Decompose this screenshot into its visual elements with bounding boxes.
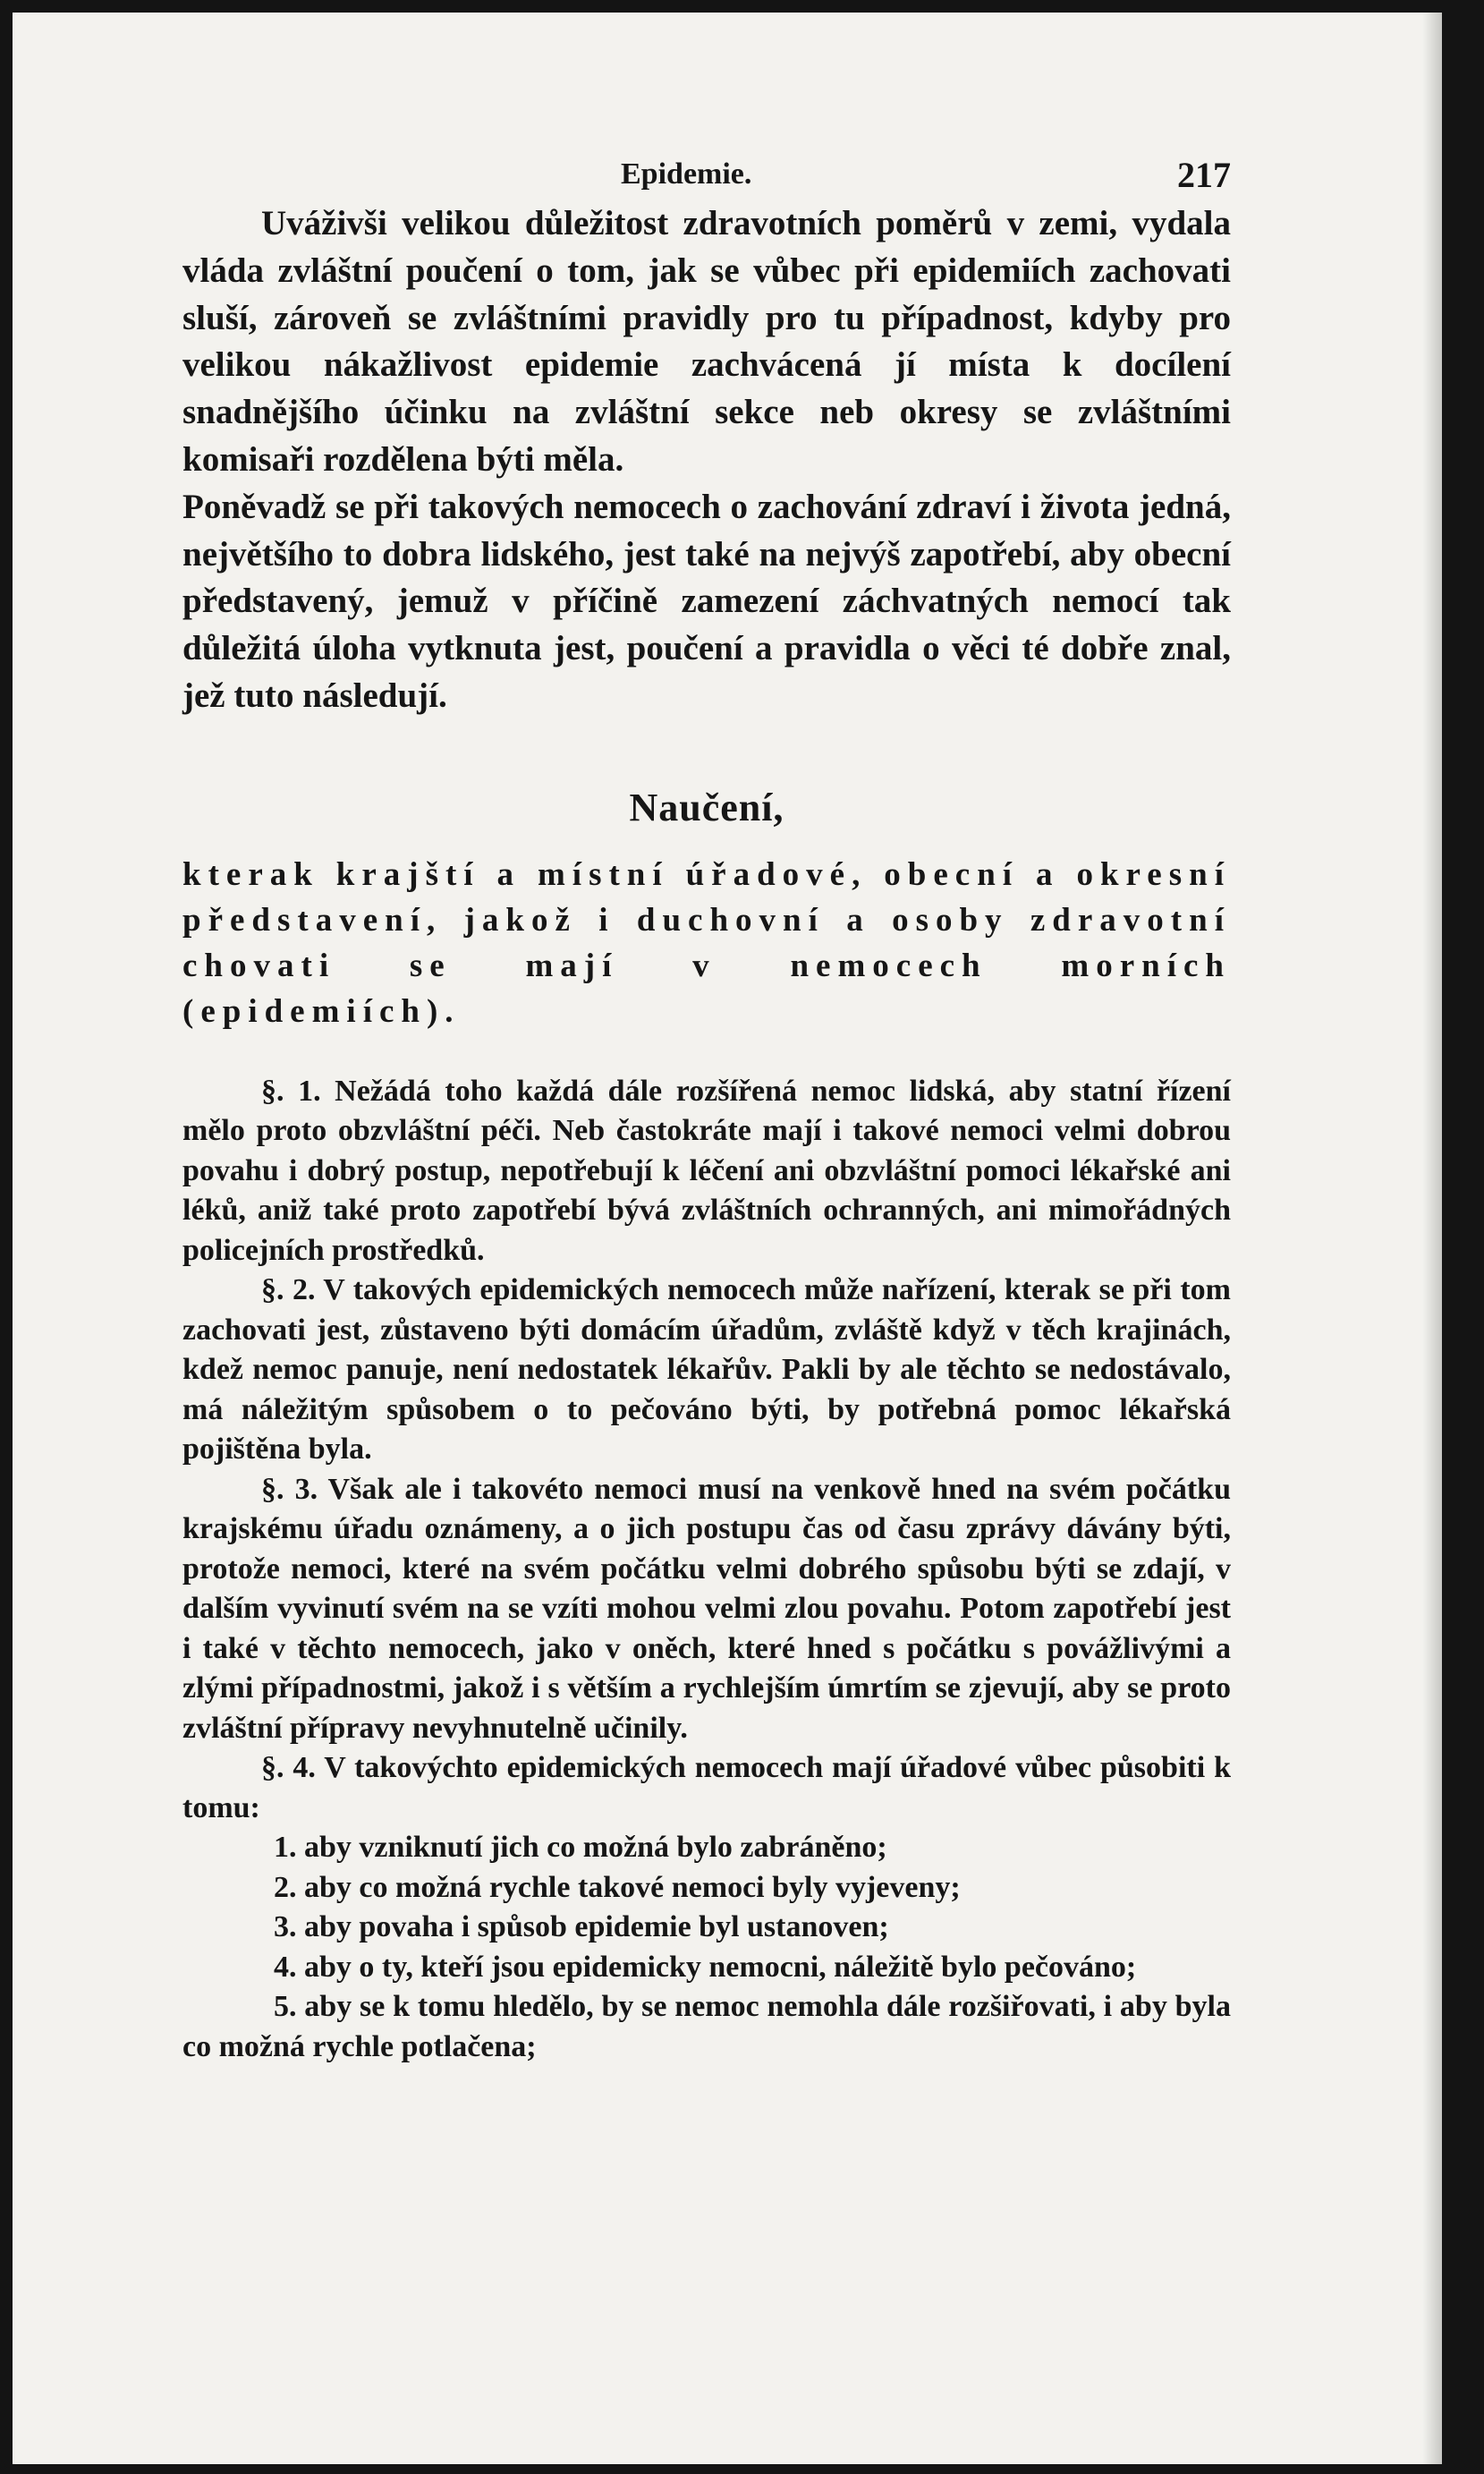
text-block (182, 138, 1231, 2067)
book-page (13, 13, 1442, 2464)
list-item: 3. aby povaha i spůsob epidemie byl ustanoven; (274, 1910, 889, 1944)
paragraph-section-1: §. 1. Nežádá toho každá dále rozšířená nemoc lidská, aby statní řízení mělo proto obzvláštní péči. Neb častokráte mají i takové nemoci velmi dobrou povahu i dobrý postup, nepotřebují k léčení ani obzvláštní pomoci lékařské ani léků, aniž také proto zapotřebí bývá zvláštních ochranných, ani mimořádných policejních prostředků. (182, 1074, 1231, 1267)
list-item: 1. aby vzniknutí jich co možná bylo zabráněno; (274, 1831, 887, 1865)
intro-paragraph-1: Uváživši velikou důležitost zdravotních poměrů v zemi, vydala vláda zvláštní poučení o tom, jak se vůbec při epidemiích zachovati sluší, zároveň se zvláštními pravidly pro tu případnost, kdyby pro velikou nákažlivost epidemie zachvácená jí místa k docílení snadnějšího účinku na zvláštní sekce neb okresy se zvláštními komisaři rozdělena býti měla. (182, 204, 1231, 479)
page-edge-shadow (1422, 13, 1442, 2464)
paragraph-section-2: §. 2. V takových epidemických nemocech může nařízení, kterak se při tom zachovati jest, zůstaveno býti domácím úřadům, zvláště když v těch krajinách, kdež nemoc panuje, není nedostatek lékařův. Pakli by ale těchto se nedostávalo, má náležitým spůsobem o to pečováno býti, by potřebná pomoc lékařská pojištěna byla. (182, 1273, 1231, 1467)
duty-list (182, 1828, 1231, 2067)
section-subheading: kterak krajští a místní úřadové, obecní a okresní představení, jakož i duchovní a osoby zdravotní chovati se mají v nemocech morních (epidemiích). (182, 855, 1231, 1030)
page-number: 217 (1177, 155, 1231, 195)
list-item: 2. aby co možná rychle takové nemoci byly vyjeveny; (274, 1870, 961, 1904)
section-heading: Naučení, (629, 785, 784, 829)
paragraph-section-4: §. 4. V takovýchto epidemických nemocech mají úřadové vůbec působiti k tomu: (182, 1751, 1231, 1824)
list-item: 4. aby o ty, kteří jsou epidemicky nemocni, náležitě bylo pečováno; (274, 1950, 1137, 1984)
running-header (182, 138, 1231, 200)
intro-paragraph-2: Poněvadž se při takových nemocech o zachování zdraví i života jedná, největšího to dobra lidského, jest také na nejvýš zapotřebí, aby obecní představený, jemuž v příčině zamezení záchvatných nemocí tak důležitá úloha vytknuta jest, poučení a pravidla o věci té dobře znal, jež tuto následují. (182, 487, 1231, 715)
running-title: Epidemie. (621, 157, 752, 191)
list-item: 5. aby se k tomu hledělo, by se nemoc nemohla dále rozšiřovati, i aby byla co možná rychle potlačena; (182, 1990, 1231, 2063)
paragraph-section-3: §. 3. Však ale i takovéto nemoci musí na venkově hned na svém počátku krajskému úřadu oznámeny, a o jich postupu čas od času zprávy dávány býti, protože nemoci, které na svém počátku velmi dobrého spůsobu býti se zdají, v dalším vyvinutí svém na se vzíti mohou velmi zlou povahu. Potom zapotřebí jest i také v těchto nemocech, jako v oněch, které hned s počátku s povážlivými a zlými případnostmi, jakož i s větším a rychlejším úmrtím se zjevují, aby se proto zvláštní přípravy nevyhnutelně učinily. (182, 1472, 1231, 1745)
